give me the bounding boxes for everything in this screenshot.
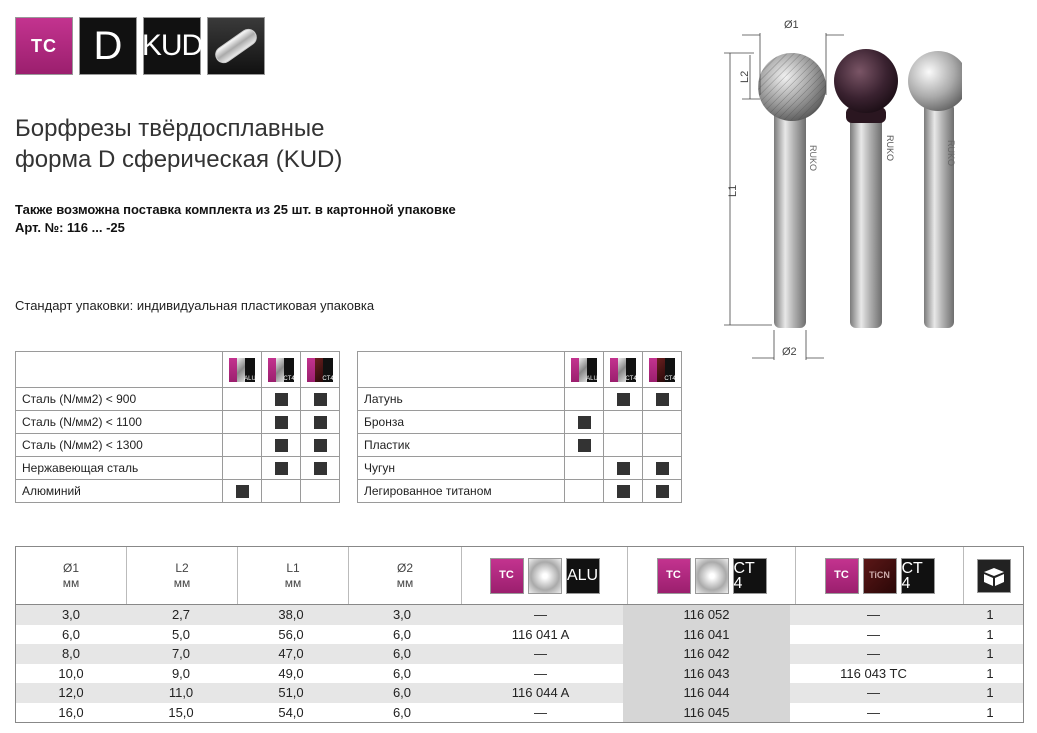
cell-qty: 1 (986, 685, 994, 701)
cell-l2: 9,0 (171, 665, 191, 681)
cell-qty: 1 (986, 646, 994, 662)
kud-badge: KUD (143, 17, 201, 75)
alu-mini-label: ALU (245, 358, 255, 382)
product-illustration (712, 15, 962, 365)
shape-d-badge: D (79, 17, 137, 75)
check-mark (617, 485, 630, 498)
cell-ct4: 116 044 (623, 683, 790, 703)
check-mark (275, 393, 288, 406)
header-unit: мм (62, 575, 80, 590)
cell-l1: 38,0 (278, 607, 304, 623)
tc-icon: TC (657, 558, 691, 594)
tc-badge: TC (15, 17, 73, 75)
cell-ct4: 116 052 (623, 605, 790, 625)
brand-etch-3: RUKO (946, 140, 956, 167)
cell-ticn: — (867, 646, 880, 662)
header-unit: мм (396, 575, 414, 590)
tc-icon: TC (490, 558, 524, 594)
material-name: Сталь (N/мм2) < 900 (16, 388, 223, 411)
cell-qty: 1 (986, 607, 994, 623)
cell-ct4: 116 043 (623, 664, 790, 684)
check-mark (275, 462, 288, 475)
page-title (15, 113, 342, 175)
table-row (16, 644, 1023, 664)
material-name: Алюминий (16, 480, 223, 503)
cell-alu: — (534, 704, 547, 720)
ct4-mini-label: CT4 (284, 358, 294, 382)
cell-l1: 49,0 (278, 665, 304, 681)
check-mark (275, 416, 288, 429)
header-unit: мм (284, 575, 302, 590)
article-table-header (16, 547, 1023, 605)
l1-label: L1 (727, 184, 739, 197)
header-pack-qty (964, 547, 1023, 604)
table-row (16, 703, 1023, 723)
table-row (358, 457, 682, 480)
table-row (16, 683, 1023, 703)
tool-3-shank (924, 103, 954, 328)
polished-icon (695, 558, 729, 594)
materials-table-right (357, 351, 682, 503)
cell-ticn: — (867, 607, 880, 623)
material-name: Легированное титаном (358, 480, 565, 503)
cell-l1: 54,0 (278, 704, 304, 720)
ticn-header-icon (301, 352, 340, 388)
material-name: Пластик (358, 434, 565, 457)
ct4-icon: CT 4 (733, 558, 767, 594)
header-ticn-coating (796, 547, 964, 604)
table-row (16, 457, 340, 480)
cell-ticn: — (867, 704, 880, 720)
header-empty-cell (358, 352, 565, 388)
l2-label: L2 (739, 70, 751, 83)
check-mark (314, 416, 327, 429)
cell-l2: 11,0 (168, 685, 194, 701)
cell-l1: 51,0 (278, 685, 304, 701)
badge-row (15, 17, 265, 75)
tool-2-head (834, 49, 898, 113)
check-mark (656, 462, 669, 475)
cell-ticn: 116 043 TC (840, 665, 907, 681)
tool-1-shank (774, 103, 806, 328)
cell-alu: — (534, 665, 547, 681)
cell-l2: 2,7 (171, 607, 191, 623)
cell-d2: 3,0 (392, 607, 412, 623)
alu-mini-label: ALU (587, 358, 597, 382)
cell-d1: 12,0 (58, 685, 84, 701)
header-l2 (127, 547, 238, 604)
cell-alu: 116 041 A (511, 626, 570, 642)
title-line-2: форма D сферическая (KUD) (15, 146, 343, 173)
cell-qty: 1 (986, 704, 994, 720)
check-mark (275, 439, 288, 452)
material-name: Сталь (N/мм2) < 1300 (16, 434, 223, 457)
header-label: Ø2 (396, 560, 413, 575)
set-note-line-1: Также возможна поставка комплекта из 25 шт. в картонной упаковке (15, 202, 456, 217)
d1-label: Ø1 (784, 19, 799, 31)
cell-d2: 6,0 (392, 685, 412, 701)
cell-d1: 3,0 (61, 607, 81, 623)
d2-label: Ø2 (782, 346, 797, 358)
table-row (16, 605, 1023, 625)
materials-table-left (15, 351, 340, 503)
table-header-row (16, 352, 340, 388)
check-mark (656, 393, 669, 406)
header-l1 (238, 547, 349, 604)
table-row (358, 411, 682, 434)
cell-d2: 6,0 (392, 665, 412, 681)
table-row (16, 411, 340, 434)
header-unit: мм (173, 575, 191, 590)
cell-ticn: — (867, 685, 880, 701)
material-name: Латунь (358, 388, 565, 411)
cell-l1: 56,0 (278, 626, 304, 642)
cell-d1: 6,0 (61, 626, 81, 642)
table-row (358, 388, 682, 411)
shank-icon (207, 17, 265, 75)
alu-header-icon (223, 352, 262, 388)
material-name: Чугун (358, 457, 565, 480)
cell-qty: 1 (986, 665, 994, 681)
check-mark (617, 462, 630, 475)
cell-l2: 5,0 (171, 626, 191, 642)
article-table (15, 546, 1024, 723)
check-mark (656, 485, 669, 498)
header-empty-cell (16, 352, 223, 388)
check-mark (236, 485, 249, 498)
ct4-header-icon (262, 352, 301, 388)
ticn-mini-label: CT4 (665, 358, 675, 382)
cell-ticn: — (867, 626, 880, 642)
cell-ct4: 116 041 (623, 625, 790, 645)
material-name: Бронза (358, 411, 565, 434)
table-row (16, 625, 1023, 645)
check-mark (578, 416, 591, 429)
table-row (358, 480, 682, 503)
tool-2-shank (850, 113, 882, 328)
package-icon (977, 559, 1011, 593)
table-row (16, 480, 340, 503)
brand-etch-2: RUKO (885, 135, 895, 162)
check-mark (617, 393, 630, 406)
table-header-row (358, 352, 682, 388)
check-mark (578, 439, 591, 452)
cell-d2: 6,0 (392, 646, 412, 662)
cell-alu: — (534, 607, 547, 623)
header-label: Ø1 (62, 560, 79, 575)
table-row (16, 388, 340, 411)
table-row (358, 434, 682, 457)
ct4-mini-label: CT4 (626, 358, 636, 382)
alu-icon: ALU (566, 558, 600, 594)
polished-icon (528, 558, 562, 594)
cell-d1: 16,0 (58, 704, 84, 720)
cell-l1: 47,0 (278, 646, 304, 662)
header-alu-coating (462, 547, 628, 604)
ct4-icon: CT 4 (901, 558, 935, 594)
title-line-1: Борфрезы твёрдосплавные (15, 115, 325, 142)
cell-d2: 6,0 (392, 704, 412, 720)
header-d2 (349, 547, 462, 604)
table-row (16, 434, 340, 457)
set-note-line-2: Арт. №: 116 ... -25 (15, 220, 125, 235)
alu-header-icon (565, 352, 604, 388)
cell-d1: 10,0 (58, 665, 84, 681)
set-note (15, 201, 456, 237)
check-mark (314, 462, 327, 475)
ticn-icon: TiCN (863, 558, 897, 594)
cell-alu: — (534, 646, 547, 662)
tc-icon: TC (825, 558, 859, 594)
header-d1 (16, 547, 127, 604)
ct4-header-icon (604, 352, 643, 388)
cell-ct4: 116 045 (623, 703, 790, 723)
cell-ct4: 116 042 (623, 644, 790, 664)
brand-etch-1: RUKO (808, 145, 818, 172)
cell-d2: 6,0 (392, 626, 412, 642)
cell-d1: 8,0 (61, 646, 81, 662)
check-mark (314, 439, 327, 452)
cell-qty: 1 (986, 626, 994, 642)
ticn-mini-label: CT4 (323, 358, 333, 382)
cell-alu: 116 044 A (511, 685, 570, 701)
material-name: Сталь (N/мм2) < 1100 (16, 411, 223, 434)
cell-l2: 15,0 (168, 704, 194, 720)
header-ct4-coating (628, 547, 796, 604)
check-mark (314, 393, 327, 406)
header-label: L1 (286, 560, 300, 575)
header-label: L2 (175, 560, 189, 575)
cell-l2: 7,0 (171, 646, 191, 662)
ticn-header-icon (643, 352, 682, 388)
material-name: Нержавеющая сталь (16, 457, 223, 480)
packaging-note: Стандарт упаковки: индивидуальная пластиковая упаковка (15, 298, 375, 313)
table-row (16, 664, 1023, 684)
tool-3-head (908, 51, 962, 111)
